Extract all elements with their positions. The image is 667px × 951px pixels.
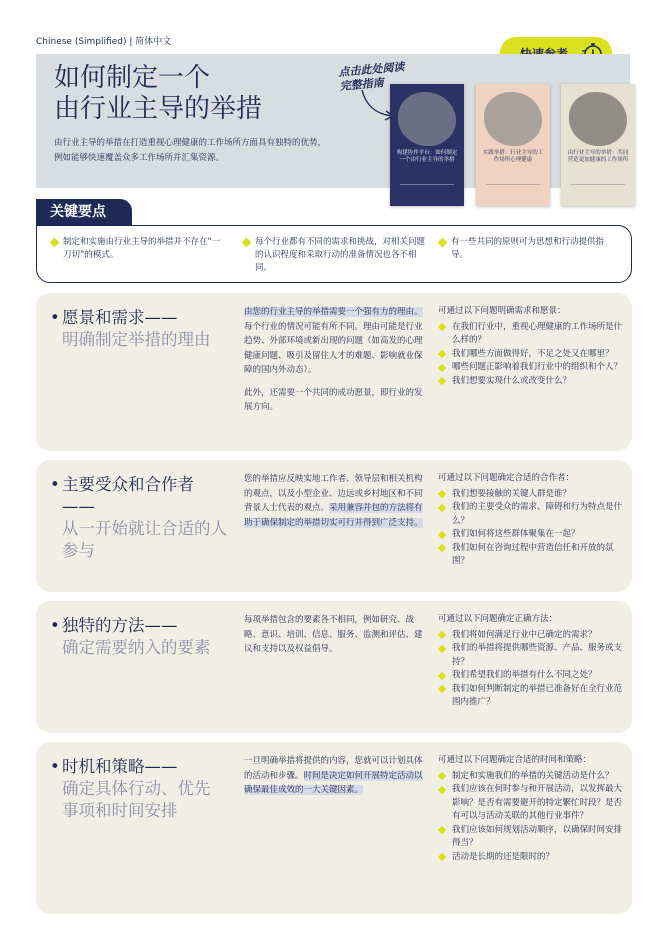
key-point-item <box>439 236 619 262</box>
section-heading <box>50 307 240 351</box>
question-text: 我们哪些方面做得好，不足之处又在哪里？ <box>452 348 614 359</box>
bullet-dot: • <box>50 475 60 494</box>
guide-photo <box>569 92 627 146</box>
section-timing-strategy <box>36 742 632 914</box>
guide-cover-1[interactable] <box>390 84 464 206</box>
question-item <box>438 824 623 851</box>
guide-footer-rule <box>400 184 454 190</box>
question-item <box>438 683 623 710</box>
body-text: 一旦明确举措将提供的内容，您就可以计划具体的活动和步骤。 <box>244 756 423 781</box>
question-item <box>438 375 623 389</box>
guide-cover-3[interactable] <box>561 84 635 206</box>
key-point-item <box>51 236 223 262</box>
guide-footer-rule <box>571 184 625 190</box>
diamond-bullet-icon <box>438 785 446 793</box>
section-heading <box>50 615 240 659</box>
question-text: 我们如何将这些群体聚集在一起？ <box>452 529 580 539</box>
language-label: Chinese (Simplified) | 简体中文 <box>36 37 172 47</box>
body-text: 此外，还需要一个共同的成功愿景，即行业的发展方向。 <box>244 387 423 412</box>
callout-line-2: 完整指南 <box>339 76 385 93</box>
section-subtitle: 确定具体行动、优先事项和时间安排 <box>62 779 211 820</box>
highlighted-text: 采用兼容并包的方法将有助于确保制定的举措切实可行并得到广泛支持。 <box>244 503 423 528</box>
key-point-item <box>243 236 425 275</box>
section-subtitle: 从一开始就让合适的人参与 <box>62 519 227 560</box>
question-item <box>438 348 623 362</box>
guide-photo <box>398 92 456 146</box>
diamond-bullet-icon <box>438 530 446 538</box>
callout-line-1: 点击此处阅读 <box>338 60 405 79</box>
question-text: 我们的主要受众的需求、障碍和行为特点是什么？ <box>452 502 623 526</box>
question-item <box>438 851 623 865</box>
question-item <box>438 669 623 683</box>
section-questions <box>438 754 623 864</box>
diamond-bullet-icon <box>438 644 446 652</box>
bullet-dot: • <box>50 308 60 327</box>
diamond-bullet-icon <box>438 631 446 639</box>
section-body <box>244 305 426 423</box>
question-item <box>438 528 623 542</box>
title-line-1: 如何制定一个 <box>54 63 211 93</box>
highlighted-text: 由您的行业主导的举措需要一个强有力的理由。 <box>244 307 423 317</box>
guide-photo <box>484 92 542 146</box>
section-heading <box>50 474 240 562</box>
section-questions <box>438 472 623 569</box>
questions-heading: 可通过以下问题确定正确方法： <box>438 614 558 624</box>
diamond-bullet-icon <box>438 323 446 331</box>
question-item <box>438 770 623 784</box>
question-item <box>438 361 623 375</box>
question-text: 我们希望我们的举措有什么不同之处？ <box>452 670 597 680</box>
question-item <box>438 542 623 569</box>
section-body <box>244 754 426 806</box>
key-point-text: 每个行业都有不同的需求和挑战，对相关问题的认识程度和采取行动的准备情况也各不相同。 <box>255 237 426 273</box>
diamond-bullet-icon <box>438 350 446 358</box>
guide-title: 由行业主导的举措：共同营造更加健康的工作场所 <box>567 150 629 163</box>
questions-heading: 可通过以下问题明确需求和愿景： <box>438 306 566 316</box>
diamond-bullet-icon <box>242 238 252 248</box>
hero-description: 由行业主导的举措在打造重视心理健康的工作场所方面具有独特的优势，例如能够快速覆盖众多工作场所并汇集资源。 <box>54 138 327 163</box>
diamond-bullet-icon <box>438 377 446 385</box>
section-body <box>244 613 426 665</box>
bullet-dot: • <box>50 616 60 635</box>
question-text: 我们将如何满足行业中已确定的需求？ <box>452 629 597 640</box>
section-unique-approach <box>36 601 632 733</box>
highlighted-text: 时间是决定如何开展特定活动以确保最佳成效的一大关键因素。 <box>244 770 423 795</box>
question-text: 我们想要接触的关键人群是谁？ <box>452 488 572 499</box>
diamond-bullet-icon <box>438 826 446 834</box>
body-text: 每项举措包含的要素各不相同，例如研究、战略、意识、培训、信息、服务、监测和评估、建议和支持以及权益倡导。 <box>244 615 423 654</box>
section-audience-collaborators <box>36 460 632 592</box>
diamond-bullet-icon <box>438 544 446 552</box>
title-line-2: 由行业主导的举措 <box>54 94 263 124</box>
question-text: 我们的举措将提供哪些资源、产品、服务或支持？ <box>452 643 623 667</box>
diamond-bullet-icon <box>50 238 60 248</box>
question-item <box>438 321 623 348</box>
question-text: 我们应该在何时参与和开展活动，以发挥最大影响？是否有需要避开的特定繁忙时段？是否有可以与活动关联的其他行业事件？ <box>452 784 623 821</box>
section-vision-needs <box>36 293 632 451</box>
key-point-text: 有一些共同的原则可为思想和行动提供指导。 <box>451 237 605 260</box>
guide-cover-2[interactable] <box>476 84 550 206</box>
section-title: 独特的方法—— <box>62 616 178 635</box>
diamond-bullet-icon <box>438 772 446 780</box>
key-points-tab: 关键要点 <box>36 199 132 225</box>
page-title <box>54 63 334 125</box>
section-questions <box>438 305 623 388</box>
diamond-bullet-icon <box>438 363 446 371</box>
diamond-bullet-icon <box>438 853 446 861</box>
diamond-bullet-icon <box>438 490 446 498</box>
questions-heading: 可通过以下问题确定合适的时间和策略： <box>438 755 592 765</box>
question-item <box>438 501 623 528</box>
section-heading <box>50 756 240 822</box>
section-body <box>244 472 426 538</box>
diamond-bullet-icon <box>438 238 448 248</box>
question-item <box>438 642 623 669</box>
question-text: 我们应该如何规划活动顺序，以确保时间安排得当？ <box>452 824 623 848</box>
diamond-bullet-icon <box>438 503 446 511</box>
question-text: 哪些问题正影响着我们行业中的组织和个人？ <box>452 362 623 372</box>
diamond-bullet-icon <box>438 685 446 693</box>
section-subtitle: 确定需要纳入的要素 <box>62 638 211 657</box>
question-text: 我们如何判断制定的举措已准备好在全行业范围内推广？ <box>452 683 623 707</box>
section-title: 主要受众和合作者—— <box>62 475 194 516</box>
question-text: 活动是长期的还是限时的？ <box>452 851 555 862</box>
section-title: 愿景和需求—— <box>62 308 178 327</box>
question-text: 制定和实施我们的举措的关键活动是什么？ <box>452 770 614 781</box>
questions-heading: 可通过以下问题确定合适的合作者： <box>438 473 575 483</box>
guide-title: 实践举措：行业主导的工作场所心理健康 <box>482 150 544 163</box>
question-item <box>438 629 623 643</box>
question-item <box>438 783 623 824</box>
question-text: 我们想要实现什么或改变什么？ <box>452 375 572 386</box>
section-questions <box>438 613 623 710</box>
section-title: 时机和策略—— <box>62 757 178 776</box>
body-text: 每个行业的情况可能有所不同。理由可能是行业趋势、外部环境或新出现的问题（如高发的心理健康问题、吸引及留住人才的难题、影响就业保障的国内外动态）。 <box>244 321 423 375</box>
diamond-bullet-icon <box>438 671 446 679</box>
bullet-dot: • <box>50 757 60 776</box>
guide-footer-rule <box>486 184 540 190</box>
question-text: 在我们行业中，重视心理健康的工作场所是什么样的？ <box>452 321 623 345</box>
section-subtitle: 明确制定举措的理由 <box>62 330 211 349</box>
body-text: 您的举措应反映实地工作者、领导层和相关机构的观点，以及小型企业、边远或乡村地区和不同背景人士代表的观点。 <box>244 474 423 513</box>
key-point-text: 制定和实施由行业主导的举措并不存在“一刀切”的模式。 <box>63 237 221 260</box>
question-item <box>438 488 623 502</box>
question-text: 我们如何在咨询过程中营造信任和开放的氛围？ <box>452 542 614 566</box>
guide-title: 构建协作平台：如何制定一个由行业主导的举措 <box>396 150 458 163</box>
key-points-box <box>36 225 632 283</box>
